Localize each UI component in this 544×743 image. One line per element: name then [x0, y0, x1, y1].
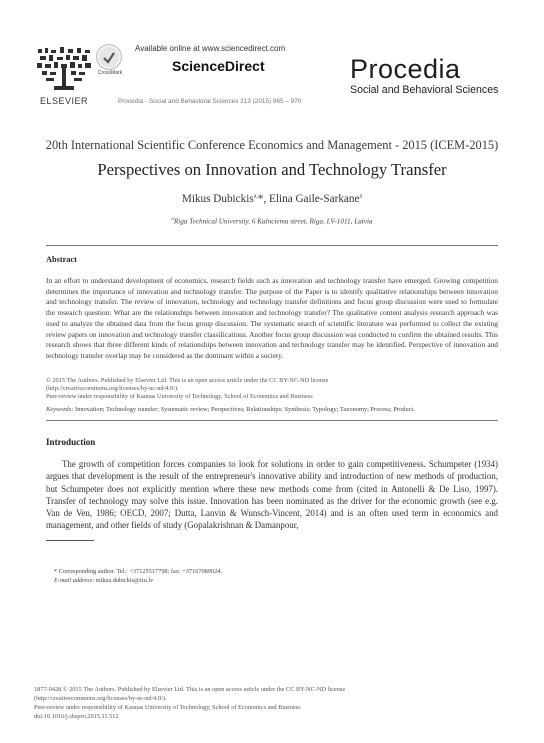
affiliation-text: Riga Technical University, 6 Kalnciema street, Riga, LV-1011, Latvia	[173, 217, 373, 226]
abstract-text: In an effort to understand development of economics, research fields such as innovation and technology transfer have emerged. Growing competition determines the importance of innovation and technology transfer. The purpose of the Paper is to identify qualitative relationships between innovation and technology transfer. The review of innovation, technology and technology transfer definitions and focus group discussion were used to formulate the research question: What are the relationships between innovation and technology transfer? The qualitative content analysis research approach was used to analyze the obtained data from the focus group discussion. The systematic search of scientific literature was performed to collect the existing review papers on innovation and technology transfer classifications. Another focus group discussion was conducted to confirm the obtained results. This research shows that three different kinds of relationships between innovation and technology transfer may be identified. Perspective of innovation and technology transfer overlap may be considered as the dominant within a society.	[46, 276, 498, 360]
divider-top	[46, 245, 498, 246]
keywords-line	[46, 406, 498, 413]
procedia-logo: Procedia	[350, 54, 461, 84]
author-list	[0, 193, 544, 205]
author-name: Elina Gaile-Sarkane	[269, 193, 360, 205]
footer-issn: 1877-0428 © 2015 The Authors. Published by Elsevier Ltd. This is an open access article under the CC BY-NC-ND license	[34, 686, 346, 693]
journal-reference: Procedia - Social and Behavioral Sciences 213 (2015) 965 – 970	[118, 98, 302, 105]
affiliation-marker: a,	[253, 193, 258, 200]
abstract-heading: Abstract	[46, 255, 77, 264]
elsevier-tree-logo	[36, 46, 92, 94]
procedia-subtitle: Social and Behavioral Sciences	[350, 84, 499, 96]
crossmark-icon[interactable]	[96, 44, 122, 70]
keywords-text: Innovation; Technology transfer; Systematic review; Perspectives; Relationships; Synthesis; Typology; Taxonomy; Process; Product.	[75, 406, 415, 413]
conference-name: 20th International Scientific Conference Economics and Management - 2015 (ICEM-2015)	[45, 138, 499, 152]
divider-bottom	[46, 420, 498, 421]
footer-peer-review: Peer-review under responsibility of Kaunas University of Technology, School of Economics and Business	[34, 704, 301, 711]
keywords-label: Keywords:	[46, 406, 74, 413]
corresponding-author-note: * Corresponding author. Tel.: +37125517798; fax: +37167089024.	[54, 568, 222, 575]
introduction-heading: Introduction	[46, 437, 96, 447]
corresponding-marker: *	[257, 193, 264, 205]
author-name: Mikus Dubickis	[181, 193, 254, 205]
affiliation-marker: a	[359, 193, 363, 200]
license-link[interactable]: (http://creativecommons.org/licenses/by-nc-nd/4.0/).	[46, 385, 179, 392]
affiliation-marker: a	[171, 217, 174, 222]
peer-review-line: Peer-review under responsibility of Kaunas University of Technology, School of Economics and Business	[46, 393, 313, 400]
introduction-body	[46, 458, 498, 532]
email-label: E-mail address:	[54, 577, 95, 584]
footer-doi[interactable]: doi:10.1016/j.sbspro.2015.11.512	[34, 713, 119, 720]
footer-license-link[interactable]: (http://creativecommons.org/licenses/by-nc-nd/4.0/).	[34, 695, 167, 702]
introduction-paragraph: The growth of competition forces companies to look for solutions in order to gain competitiveness. Schumpeter (1934) argues that development is the result of the entrepreneur's innovative ability and introduction of new methods of production, but Schumpeter does not explicitly mention where these new methods come from (cited in Antonelli & De Liso, 1997). Transfer of technology may solve this issue. Innovation has been nominated as the driver for the economic growth (see e.g. Van de Ven, 1986; OECD, 2007; Dutta, Lanvin & Wunsch-Vincent, 2014) and is an often used term in economics and management, and other fields of study (Gopalakrishnan & Damanpour,	[46, 459, 498, 531]
footnote-rule	[46, 540, 94, 541]
available-online-text[interactable]: Available online at www.sciencedirect.com	[135, 44, 286, 53]
copyright-line: © 2015 The Authors. Published by Elsevier Ltd. This is an open access article under the CC BY-NC-ND license	[46, 377, 329, 384]
crossmark-label: CrossMark	[97, 70, 123, 76]
affiliation	[0, 217, 544, 225]
sciencedirect-title[interactable]: ScienceDirect	[172, 58, 265, 74]
email-note	[54, 577, 474, 584]
email-address[interactable]: mikus.dubickis@rtu.lv	[95, 577, 154, 584]
publisher-wordmark: ELSEVIER	[39, 96, 89, 106]
paper-title: Perspectives on Innovation and Technology Transfer	[97, 160, 447, 179]
author-separator: ,	[263, 193, 270, 205]
